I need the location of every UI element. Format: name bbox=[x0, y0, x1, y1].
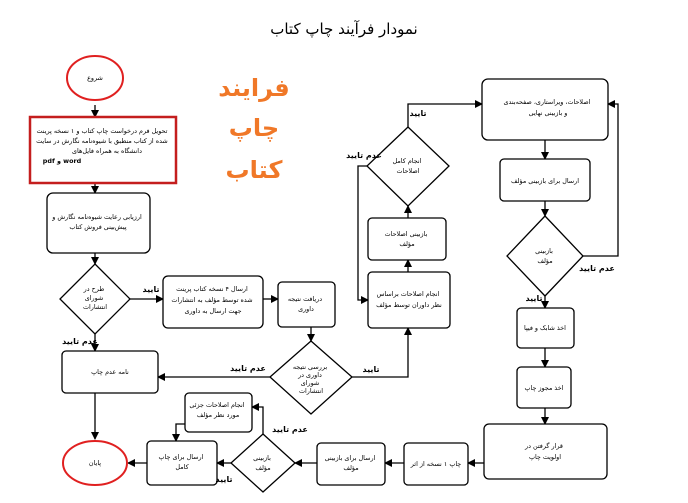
node-print-one bbox=[404, 443, 468, 485]
node-end bbox=[63, 441, 127, 485]
label-council-reject: عدم تایید bbox=[62, 337, 98, 346]
node-not-print bbox=[62, 351, 158, 393]
node-author-minor-line-2: مورد نظر مؤلف bbox=[196, 411, 240, 419]
node-shabak-text: اخذ شابک و فیپا bbox=[524, 324, 566, 332]
label-author-approve: تایید bbox=[525, 294, 543, 303]
node-request-line-3: دانشگاه به همراه فایل‌های bbox=[72, 147, 142, 155]
node-check-corrections-line-1: بازبینی اصلاحات bbox=[384, 230, 428, 238]
node-council-decision-line-3: انتشارات bbox=[82, 303, 108, 311]
node-receive-result-line-1: دریافت نتیجه bbox=[287, 295, 323, 303]
node-complete-decision bbox=[367, 127, 449, 206]
svg-text:طرح در شورای انتشا bbox=[83, 285, 108, 311]
node-send-author-2 bbox=[317, 443, 385, 485]
node-review-format-line-1: ارزیابی رعایت شیوه‌نامه نگارش و bbox=[52, 213, 142, 221]
svg-text:اخذ مجوز چاپ bbox=[525, 384, 564, 392]
node-send-review bbox=[163, 276, 263, 328]
label-councilreview-approve: تایید bbox=[362, 365, 380, 374]
node-send-author-2-line-1: ارسال برای بازبینی bbox=[324, 454, 376, 462]
node-request-line-2: شده از کتاب منطبق با شیوه‌نامه نگارش در سایت bbox=[36, 137, 168, 145]
node-priority-line-1: قرار گرفتن در bbox=[525, 442, 563, 450]
node-council-review-line-3: شورای bbox=[300, 379, 320, 387]
node-priority bbox=[484, 424, 607, 479]
wordart-line-3: کتاب bbox=[225, 156, 283, 184]
node-apply-referee-line-2: نظر داوران توسط مؤلف bbox=[376, 301, 442, 309]
svg-text:پایان bbox=[89, 459, 101, 467]
node-not-print-text: نامه عدم چاپ bbox=[91, 368, 129, 376]
svg-text:اخذ شابک و فیپا bbox=[524, 324, 566, 332]
node-author-review-2-decision bbox=[231, 434, 295, 492]
node-council-review-decision bbox=[270, 341, 352, 414]
node-edit-layout-line-1: اصلاحات، ویراستاری، صفحه‌بندی bbox=[503, 98, 591, 106]
node-council-decision bbox=[60, 264, 130, 334]
node-request-line-4: pdf و word bbox=[42, 157, 82, 165]
node-request bbox=[30, 117, 176, 183]
node-start-text: شروع bbox=[87, 74, 103, 82]
node-complete-decision-line-1: انجام کامل bbox=[392, 157, 422, 165]
node-apply-referee bbox=[368, 272, 450, 328]
svg-text:شروع bbox=[87, 74, 103, 82]
label-councilreview-reject: عدم تایید bbox=[230, 364, 266, 373]
wordart-line-1: فرایند bbox=[218, 74, 290, 102]
node-final-print bbox=[147, 441, 217, 485]
node-print-one-text: چاپ ۱ نسخه از اثر bbox=[410, 460, 462, 468]
label-council-approve: تایید bbox=[142, 285, 160, 294]
node-author-review-line-1: بازبینی bbox=[535, 247, 553, 255]
node-final-print-line-2: کامل bbox=[175, 463, 189, 471]
node-send-author-check-text: ارسال برای بازبینی مؤلف bbox=[510, 177, 580, 185]
node-council-decision-line-1: طرح در bbox=[83, 285, 105, 293]
label-author-reject: عدم تایید bbox=[579, 264, 615, 273]
wordart-line-2: چاپ bbox=[228, 114, 280, 142]
svg-text:چاپ ۱ نسخه از اثر bbox=[410, 460, 462, 468]
node-council-review-line-2: داوری در bbox=[298, 371, 322, 379]
node-priority-line-2: اولویت چاپ bbox=[528, 453, 562, 461]
node-send-review-line-3: جهت ارسال به داوری bbox=[184, 307, 242, 315]
node-complete-decision-line-2: اصلاحات bbox=[396, 167, 420, 175]
node-author-review-2-line-2: مؤلف bbox=[255, 464, 271, 472]
node-author-review-2-line-1: بازبینی bbox=[253, 454, 271, 462]
node-request-line-1: تحویل فرم درخواست چاپ کتاب و ۱ نسخه پرینت bbox=[36, 127, 168, 135]
edge-complete-apply bbox=[358, 166, 368, 300]
edge-minor-final bbox=[176, 424, 185, 441]
node-author-minor-line-1: انجام اصلاحات جزئی bbox=[189, 401, 245, 409]
label-complete-reject: عدم تایید bbox=[346, 151, 382, 160]
node-send-author-2-line-2: مؤلف bbox=[343, 464, 359, 472]
edge-review2-minor bbox=[252, 407, 263, 434]
node-edit-layout-line-2: و بازبینی نهایی bbox=[528, 109, 568, 117]
label-review2-approve: تایید bbox=[215, 475, 233, 484]
diagram-title: نمودار فرآیند چاپ کتاب bbox=[270, 20, 418, 38]
node-final-print-line-1: ارسال برای چاپ bbox=[158, 453, 204, 461]
node-shabak bbox=[517, 308, 574, 348]
node-council-review-line-4: انتشارات bbox=[298, 387, 324, 395]
node-permit bbox=[517, 367, 571, 408]
node-apply-referee-line-1: انجام اصلاحات براساس bbox=[376, 290, 440, 298]
node-author-minor bbox=[185, 393, 252, 432]
node-check-corrections-line-2: مؤلف bbox=[399, 240, 415, 248]
node-send-review-line-1: ارسال ۴ نسخه کتاب پرینت bbox=[176, 285, 248, 293]
node-send-review-line-2: شده توسط مؤلف به انتشارات bbox=[171, 296, 253, 304]
node-receive-result bbox=[278, 282, 335, 327]
wordart-title bbox=[218, 74, 290, 184]
svg-text:ارسال برای بازبینی مؤلف bbox=[511, 177, 579, 185]
node-send-author-check bbox=[500, 159, 590, 201]
node-permit-text: اخذ مجوز چاپ bbox=[524, 384, 564, 392]
node-council-review-line-1: بررسی نتیجه bbox=[292, 363, 328, 371]
node-author-review-decision bbox=[507, 216, 583, 296]
node-review-format-line-2: پیش‌بینی فروش کتاب bbox=[69, 223, 127, 231]
label-complete-approve: تایید bbox=[409, 109, 427, 118]
node-receive-result-line-2: داوری bbox=[298, 305, 314, 313]
node-end-text: پایان bbox=[88, 459, 102, 467]
node-review-format bbox=[47, 193, 150, 253]
label-review2-reject: عدم تایید bbox=[272, 425, 308, 434]
node-check-corrections bbox=[368, 218, 446, 260]
node-start bbox=[67, 56, 123, 100]
edge-councilreview-apply bbox=[352, 328, 408, 377]
node-author-review-line-2: مؤلف bbox=[537, 257, 553, 265]
node-edit-layout bbox=[482, 79, 608, 140]
svg-text:نامه عدم چاپ bbox=[91, 368, 129, 376]
node-council-decision-line-2: شورای bbox=[84, 294, 104, 302]
